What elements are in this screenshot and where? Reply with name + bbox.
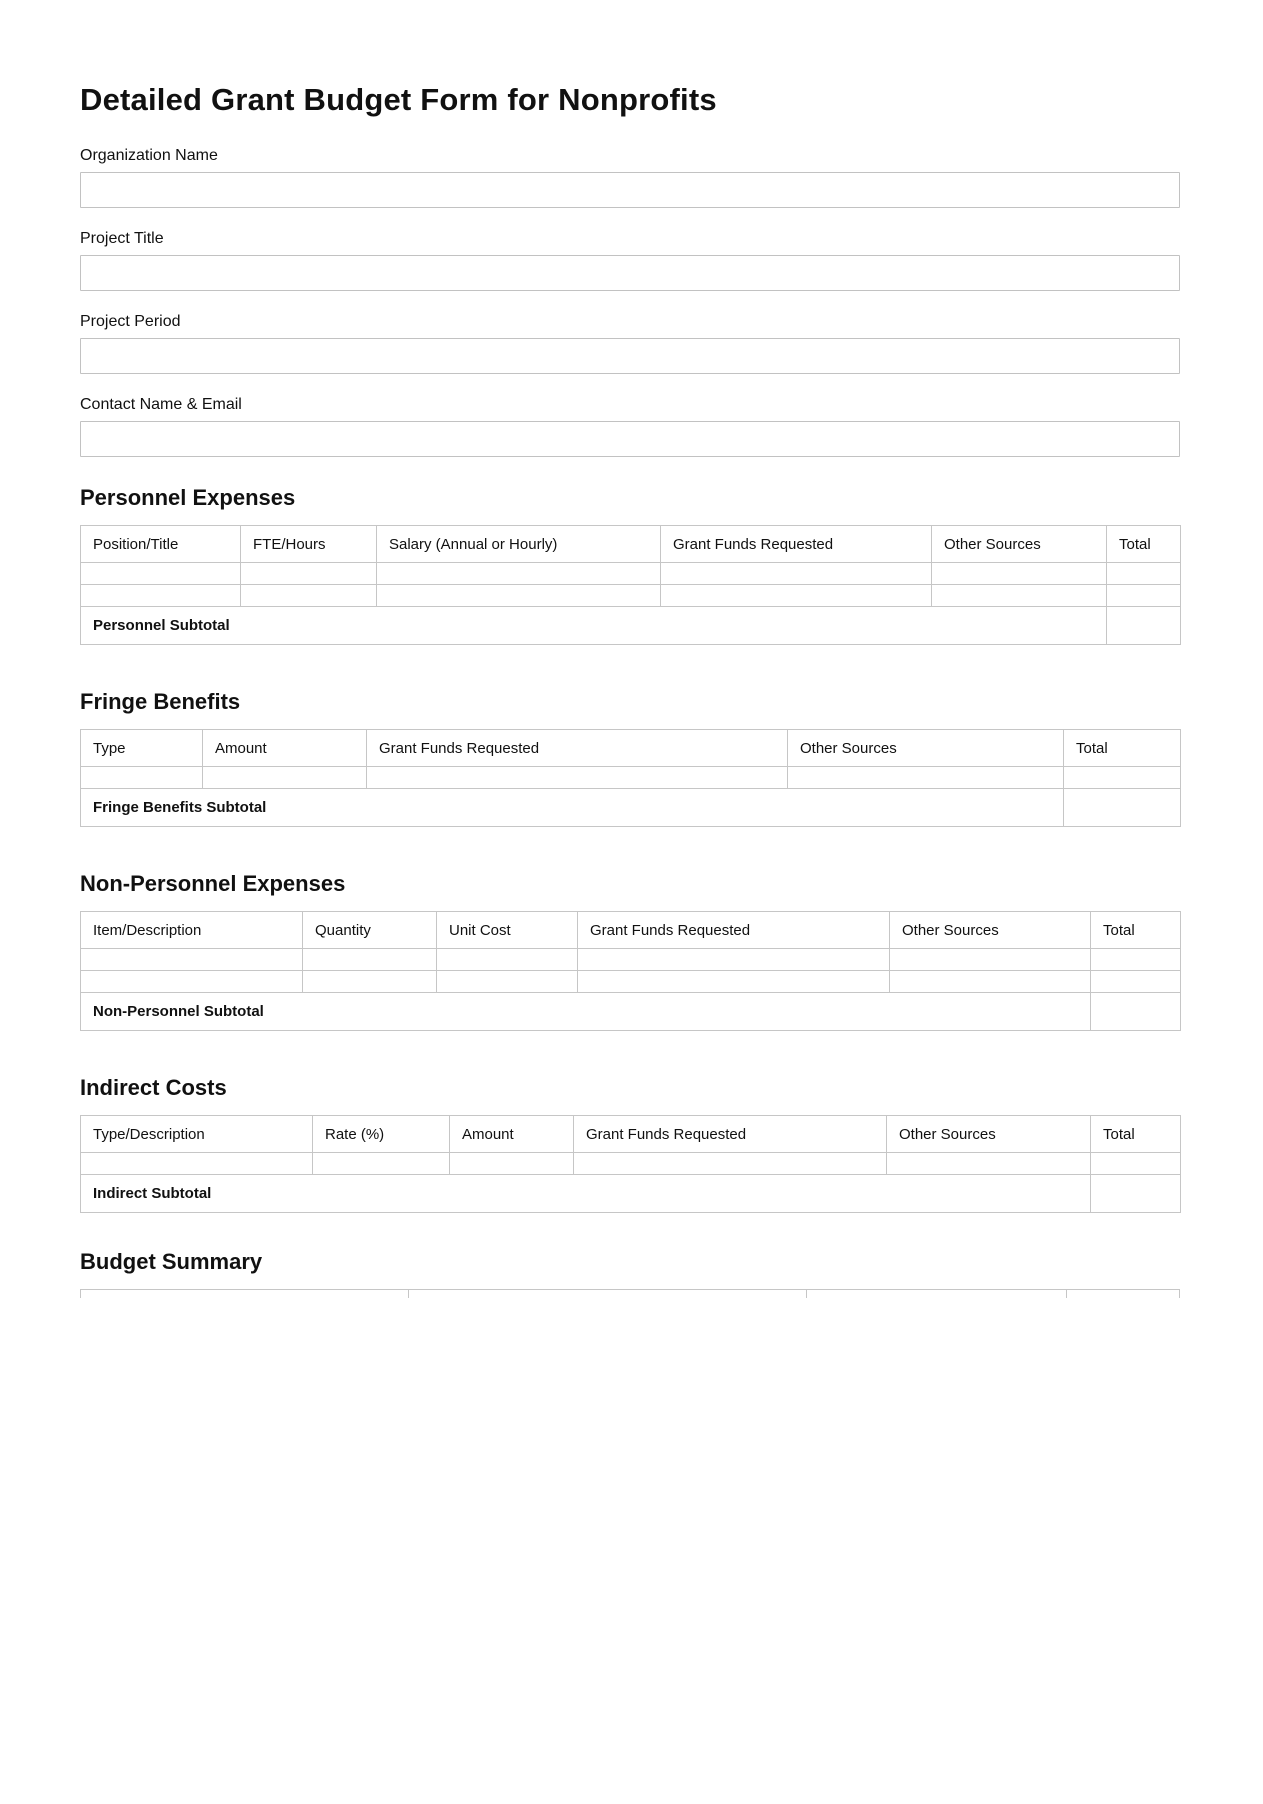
- personnel-subtotal-total: [1107, 607, 1181, 645]
- empty-cell: [890, 971, 1091, 993]
- empty-cell: [578, 949, 890, 971]
- empty-cell: [81, 949, 303, 971]
- col-header-unit-cost: Unit Cost: [437, 912, 578, 949]
- personnel-subtotal-label: Personnel Subtotal: [81, 607, 1107, 645]
- table-header-row: [81, 912, 1181, 949]
- subtotal-row: [81, 1175, 1181, 1213]
- col-header-total: Total: [1091, 1116, 1181, 1153]
- table-row: [81, 949, 1181, 971]
- table-border-stub: [1066, 1290, 1067, 1298]
- col-header-other-sources: Other Sources: [887, 1116, 1091, 1153]
- empty-cell: [203, 767, 367, 789]
- table-border-stub: [806, 1290, 807, 1298]
- project-period-label: Project Period: [80, 313, 181, 330]
- field-organization-name: [80, 146, 1180, 208]
- budget-summary-heading: Budget Summary: [80, 1249, 263, 1274]
- field-project-title: [80, 229, 1180, 291]
- col-header-amount: Amount: [203, 730, 367, 767]
- empty-cell: [1107, 585, 1181, 607]
- non-personnel-expenses-table: [80, 911, 1181, 1031]
- table-row: [81, 585, 1181, 607]
- col-header-salary: Salary (Annual or Hourly): [377, 526, 661, 563]
- col-header-total: Total: [1091, 912, 1181, 949]
- col-header-grant-funds-requested: Grant Funds Requested: [578, 912, 890, 949]
- table-border-stub: [1179, 1290, 1180, 1298]
- subtotal-row: [81, 607, 1181, 645]
- organization-name-label: Organization Name: [80, 147, 218, 164]
- table-border-stub: [408, 1290, 409, 1298]
- empty-cell: [661, 585, 932, 607]
- col-header-item-description: Item/Description: [81, 912, 303, 949]
- col-header-other-sources: Other Sources: [932, 526, 1107, 563]
- subtotal-row: [81, 993, 1181, 1031]
- empty-cell: [81, 971, 303, 993]
- empty-cell: [932, 563, 1107, 585]
- empty-cell: [377, 563, 661, 585]
- col-header-fte-hours: FTE/Hours: [241, 526, 377, 563]
- empty-cell: [890, 949, 1091, 971]
- empty-cell: [81, 1153, 313, 1175]
- indirect-costs-table: [80, 1115, 1181, 1213]
- organization-name-input[interactable]: [80, 172, 1180, 208]
- empty-cell: [1091, 949, 1181, 971]
- subtotal-row: [81, 789, 1181, 827]
- empty-cell: [1091, 971, 1181, 993]
- col-header-other-sources: Other Sources: [788, 730, 1064, 767]
- section-fringe-benefits: [80, 689, 1180, 827]
- table-border-stub: [80, 1290, 81, 1298]
- budget-summary-table-clipped: [80, 1289, 1180, 1298]
- empty-cell: [367, 767, 788, 789]
- project-title-label: Project Title: [80, 230, 164, 247]
- page-title: Detailed Grant Budget Form for Nonprofits: [80, 82, 717, 117]
- non-personnel-expenses-heading: Non-Personnel Expenses: [80, 871, 346, 896]
- fringe-benefits-subtotal-total: [1064, 789, 1181, 827]
- table-row: [81, 563, 1181, 585]
- empty-cell: [81, 767, 203, 789]
- table-header-row: [81, 730, 1181, 767]
- field-project-period: [80, 312, 1180, 374]
- empty-cell: [1064, 767, 1181, 789]
- col-header-grant-funds-requested: Grant Funds Requested: [574, 1116, 887, 1153]
- field-contact-name-email: [80, 395, 1180, 457]
- empty-cell: [303, 971, 437, 993]
- section-non-personnel-expenses: [80, 871, 1180, 1031]
- col-header-grant-funds-requested: Grant Funds Requested: [661, 526, 932, 563]
- fringe-benefits-table: [80, 729, 1181, 827]
- empty-cell: [574, 1153, 887, 1175]
- col-header-other-sources: Other Sources: [890, 912, 1091, 949]
- col-header-position-title: Position/Title: [81, 526, 241, 563]
- empty-cell: [241, 563, 377, 585]
- indirect-subtotal-total: [1091, 1175, 1181, 1213]
- indirect-costs-heading: Indirect Costs: [80, 1075, 227, 1100]
- empty-cell: [377, 585, 661, 607]
- empty-cell: [1107, 563, 1181, 585]
- col-header-total: Total: [1064, 730, 1181, 767]
- empty-cell: [887, 1153, 1091, 1175]
- personnel-expenses-heading: Personnel Expenses: [80, 485, 296, 510]
- contact-name-email-label: Contact Name & Email: [80, 396, 242, 413]
- empty-cell: [437, 949, 578, 971]
- col-header-type: Type: [81, 730, 203, 767]
- empty-cell: [788, 767, 1064, 789]
- col-header-type-description: Type/Description: [81, 1116, 313, 1153]
- table-header-row: [81, 526, 1181, 563]
- empty-cell: [932, 585, 1107, 607]
- empty-cell: [661, 563, 932, 585]
- table-row: [81, 1153, 1181, 1175]
- section-personnel-expenses: [80, 485, 1180, 645]
- non-personnel-subtotal-label: Non-Personnel Subtotal: [81, 993, 1091, 1031]
- fringe-benefits-heading: Fringe Benefits: [80, 689, 241, 714]
- indirect-subtotal-label: Indirect Subtotal: [81, 1175, 1091, 1213]
- empty-cell: [81, 585, 241, 607]
- col-header-amount: Amount: [450, 1116, 574, 1153]
- empty-cell: [437, 971, 578, 993]
- col-header-quantity: Quantity: [303, 912, 437, 949]
- col-header-grant-funds-requested: Grant Funds Requested: [367, 730, 788, 767]
- empty-cell: [450, 1153, 574, 1175]
- col-header-rate-percent: Rate (%): [313, 1116, 450, 1153]
- fringe-benefits-subtotal-label: Fringe Benefits Subtotal: [81, 789, 1064, 827]
- col-header-total: Total: [1107, 526, 1181, 563]
- section-indirect-costs: [80, 1075, 1180, 1213]
- empty-cell: [1091, 1153, 1181, 1175]
- project-period-input[interactable]: [80, 338, 1180, 374]
- table-row: [81, 971, 1181, 993]
- table-row: [81, 767, 1181, 789]
- non-personnel-subtotal-total: [1091, 993, 1181, 1031]
- personnel-expenses-table: [80, 525, 1181, 645]
- empty-cell: [313, 1153, 450, 1175]
- empty-cell: [578, 971, 890, 993]
- contact-name-email-input[interactable]: [80, 421, 1180, 457]
- project-title-input[interactable]: [80, 255, 1180, 291]
- section-budget-summary: [80, 1249, 1180, 1298]
- empty-cell: [303, 949, 437, 971]
- empty-cell: [81, 563, 241, 585]
- table-header-row: [81, 1116, 1181, 1153]
- empty-cell: [241, 585, 377, 607]
